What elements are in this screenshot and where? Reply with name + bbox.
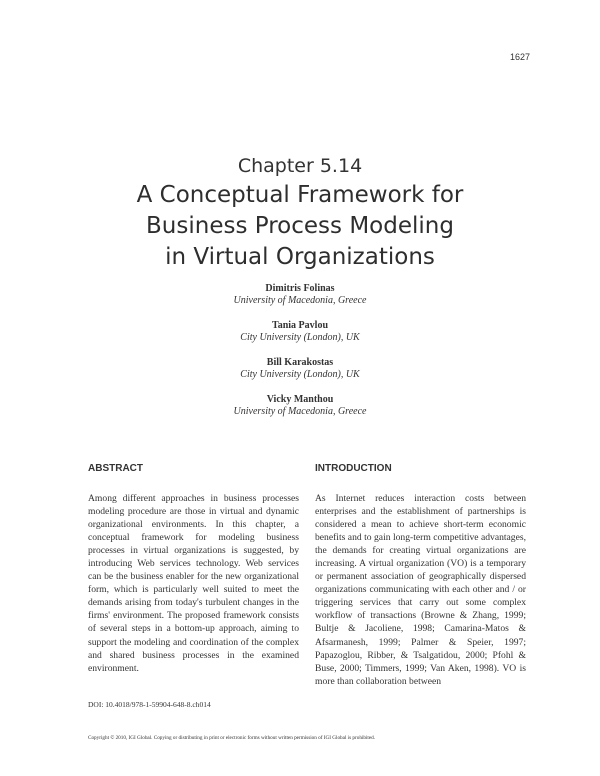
title-line: in Virtual Organizations bbox=[165, 244, 435, 270]
introduction-heading: INTRODUCTION bbox=[315, 463, 392, 474]
author-affiliation: City University (London), UK bbox=[240, 369, 360, 380]
author-name: Dimitris Folinas bbox=[265, 283, 335, 294]
abstract-text: Among different approaches in business processes modeling procedure are those in virtual and dynamic organizational environments. In this chapter, a conceptual framework for modeling business processes in virtual organizations is suggested, by introducing Web services technology. Web services can be the business enabler for the new organizational form, which is particularly well suited to meet the demands arising from today's turbulent changes in the firms' environment. The proposed framework consists of several steps in a bottom-up approach, aiming to support the modeling and coordination of the complex and shared business processes in the examined environment. bbox=[88, 493, 299, 674]
author-block bbox=[0, 357, 600, 394]
page-number: 1627 bbox=[509, 52, 530, 62]
chapter-label: Chapter 5.14 bbox=[237, 155, 363, 177]
copyright-notice: Copyright © 2010, IGI Global. Copying or distributing in print or electronic forms without written permission of IGI Global is prohibited. bbox=[88, 735, 376, 741]
author-block bbox=[0, 283, 600, 320]
chapter-title bbox=[0, 180, 600, 273]
title-line: Business Process Modeling bbox=[146, 213, 454, 239]
author-affiliation: City University (London), UK bbox=[240, 332, 360, 343]
author-affiliation: University of Macedonia, Greece bbox=[233, 295, 367, 306]
doi: DOI: 10.4018/978-1-59904-648-8.ch014 bbox=[88, 700, 211, 709]
author-name: Bill Karakostas bbox=[266, 357, 334, 368]
abstract-heading: ABSTRACT bbox=[88, 463, 143, 474]
title-line: A Conceptual Framework for bbox=[136, 182, 464, 208]
author-name: Tania Pavlou bbox=[271, 320, 329, 331]
author-block bbox=[0, 320, 600, 357]
author-name: Vicky Manthou bbox=[266, 394, 334, 405]
author-block bbox=[0, 394, 600, 431]
author-list bbox=[0, 283, 600, 431]
author-affiliation: University of Macedonia, Greece bbox=[233, 406, 367, 417]
introduction-text: As Internet reduces interaction costs between enterprises and the establishment of partnerships is considered a mean to achieve short-term economic benefits and to gain long-term competitive advantages, the demands for creating virtual organizations are increasing. A virtual organization (VO) is a temporary or permanent association of geographically dispersed organizations communicating with each other and / or triggering services that carry out some complex workflow of transactions (Browne & Zhang, 1999; Bultje & Jacoliene, 1998; Camarina-Matos & Afsarmanesh, 1999; Palmer & Speier, 1997; Papazoglou, Ribber, & Tsalgatidou, 2000; Pfohl & Buse, 2000; Timmers, 1999; Van Aken, 1998). VO is more than collaboration between bbox=[315, 493, 526, 687]
